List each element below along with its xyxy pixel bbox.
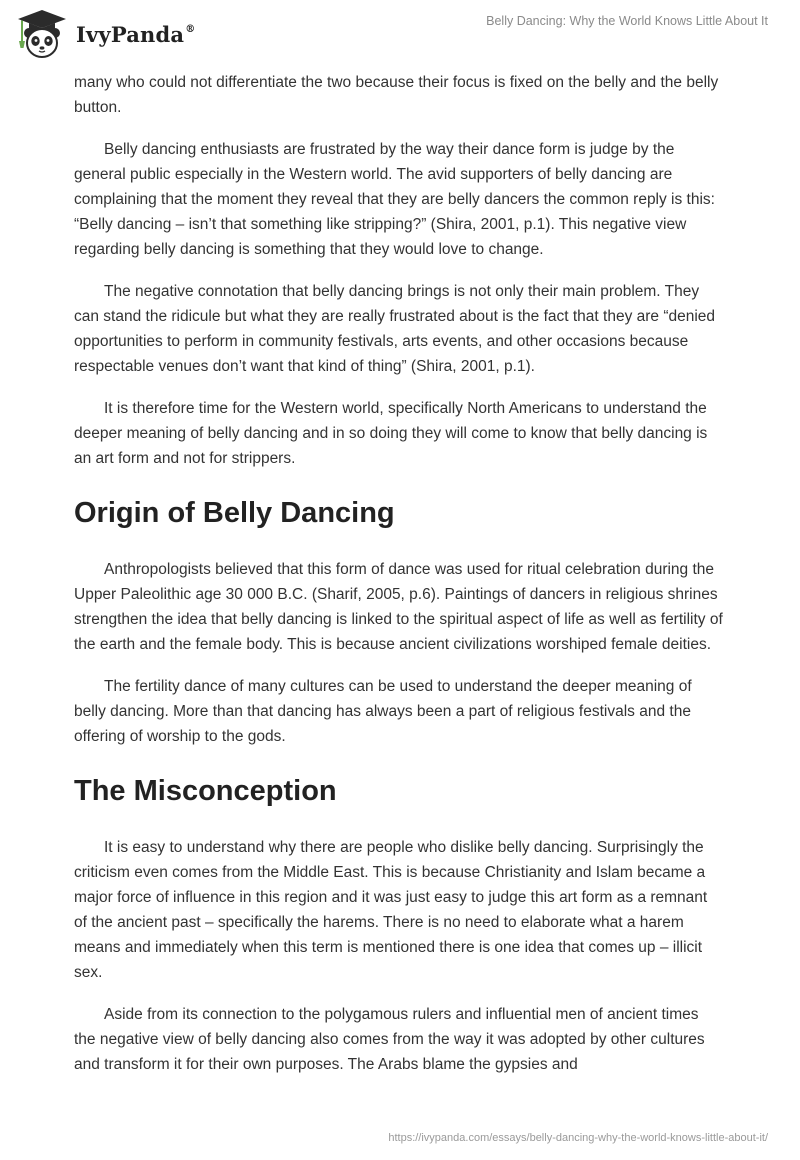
document-title: Belly Dancing: Why the World Knows Little About It — [486, 14, 768, 28]
section-heading-origin: Origin of Belly Dancing — [74, 497, 395, 529]
logo-wordmark: IvyPanda® — [76, 21, 196, 47]
source-url[interactable]: https://ivypanda.com/essays/belly-dancing-why-the-world-knows-little-about-it/ — [388, 1132, 768, 1144]
paragraph: The negative connotation that belly dancing brings is not only their main problem. They can stand the ridicule but what they are really frustrated about is the fact that they are “denied opportunities to perform in community festivals, arts events, and other occasions because respectable venues don’t want that kind of thing” (Shira, 2001, p.1). — [74, 283, 716, 375]
paragraph: The fertility dance of many cultures can be used to understand the deeper meaning of belly dancing. More than that dancing has always been a part of religious festivals and the offering of worship to the gods. — [74, 678, 692, 745]
ivypanda-logo[interactable] — [14, 8, 195, 60]
paragraph: It is therefore time for the Western world, specifically North Americans to understand the deeper meaning of belly dancing and in so doing they will come to know that belly dancing is an art form and not for strippers. — [74, 400, 708, 467]
section-heading-misconception: The Misconception — [74, 775, 337, 807]
paragraph: Aside from its connection to the polygamous rulers and influential men of ancient times the negative view of belly dancing also comes from the way it was adopted by other cultures and transform it for their own purposes. The Arabs blame the gypsies and — [74, 1006, 705, 1073]
essay-body — [74, 70, 724, 1094]
paragraph: Anthropologists believed that this form of dance was used for ritual celebration during the Upper Paleolithic age 30 000 B.C. (Sharif, 2005, p.6). Paintings of dancers in religious shrines strengthen the idea that belly dancing is linked to the spiritual aspect of life as well as fertility of the earth and the female body. This is because ancient civilizations worshiped female deities. — [74, 561, 723, 653]
panda-graduate-icon — [14, 8, 70, 60]
registered-mark: ® — [185, 23, 196, 35]
paragraph: many who could not differentiate the two because their focus is fixed on the belly and the belly button. — [74, 74, 719, 116]
paragraph: Belly dancing enthusiasts are frustrated by the way their dance form is judge by the general public especially in the Western world. The avid supporters of belly dancing are complaining that the moment they reveal that they are belly dancers the common reply is this: “Belly dancing – isn’t that something like stripping?” (Shira, 2001, p.1). This negative view regarding belly dancing is something that they would love to change. — [74, 141, 715, 258]
page-header — [0, 0, 800, 70]
paragraph: It is easy to understand why there are people who dislike belly dancing. Surprisingly the criticism even comes from the Middle East. This is because Christianity and Islam became a major force of influence in this region and it was just easy to judge this art form as a remnant of the ancient past – specifically the harems. There is no need to elaborate what a harem means and immediately when this term is mentioned there is one idea that comes up – illicit sex. — [74, 839, 708, 981]
